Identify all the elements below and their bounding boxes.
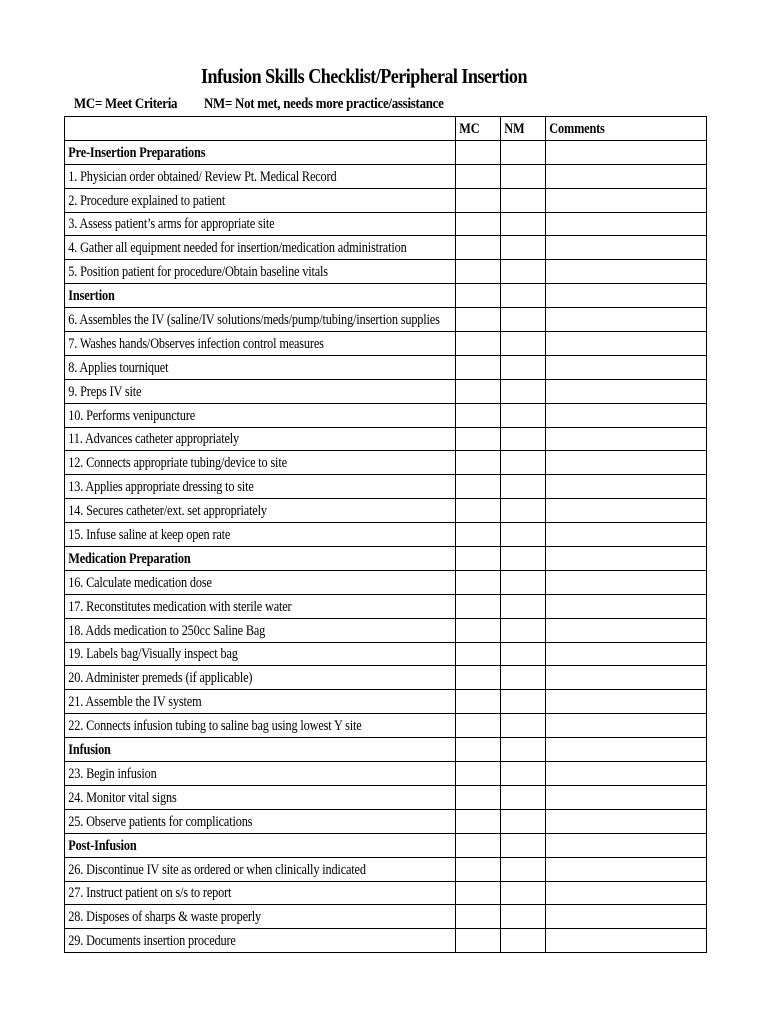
section-row [65,833,707,857]
checklist-row [65,403,707,427]
comments-cell[interactable] [546,284,707,308]
comments-cell[interactable] [546,809,707,833]
checklist-item-label: 17. Reconstitutes medication with sterile water [65,594,456,618]
mc-cell[interactable] [456,666,501,690]
checklist-row [65,523,707,547]
nm-cell[interactable] [501,379,546,403]
checklist-row [65,212,707,236]
checklist-item-label: 13. Applies appropriate dressing to site [65,475,456,499]
section-heading: Medication Preparation [65,547,456,571]
comments-cell[interactable] [546,785,707,809]
comments-cell[interactable] [546,642,707,666]
checklist-item-label: 11. Advances catheter appropriately [65,427,456,451]
comments-cell[interactable] [546,594,707,618]
comments-cell[interactable] [546,881,707,905]
nm-cell[interactable] [501,403,546,427]
comments-cell[interactable] [546,905,707,929]
checklist-item-label: 4. Gather all equipment needed for insertion/medication administration [65,236,456,260]
mc-cell[interactable] [456,738,501,762]
mc-cell[interactable] [456,284,501,308]
checklist-item-label: 28. Disposes of sharps & waste properly [65,905,456,929]
checklist-row [65,785,707,809]
mc-cell[interactable] [456,690,501,714]
nm-cell[interactable] [501,140,546,164]
nm-cell[interactable] [501,355,546,379]
mc-cell[interactable] [456,427,501,451]
comments-cell[interactable] [546,857,707,881]
mc-cell[interactable] [456,547,501,571]
checklist-row [65,188,707,212]
checklist-row [65,642,707,666]
header-row [65,117,707,141]
checklist-item-label: 8. Applies tourniquet [65,355,456,379]
checklist-row [65,857,707,881]
mc-cell[interactable] [456,308,501,332]
section-heading: Post-Infusion [65,833,456,857]
nm-cell[interactable] [501,881,546,905]
mc-cell[interactable] [456,570,501,594]
mc-cell[interactable] [456,140,501,164]
checklist-item-label: 9. Preps IV site [65,379,456,403]
mc-cell[interactable] [456,451,501,475]
nm-cell[interactable] [501,547,546,571]
nm-cell[interactable] [501,308,546,332]
checklist-item-label: 1. Physician order obtained/ Review Pt. Medical Record [65,164,456,188]
comments-cell[interactable] [546,523,707,547]
checklist-row [65,570,707,594]
mc-cell[interactable] [456,212,501,236]
checklist-item-label: 29. Documents insertion procedure [65,929,456,953]
checklist-item-label: 14. Secures catheter/ext. set appropriately [65,499,456,523]
checklist-row [65,379,707,403]
nm-cell[interactable] [501,642,546,666]
nm-cell[interactable] [501,164,546,188]
checklist-item-label: 6. Assembles the IV (saline/IV solutions/meds/pump/tubing/insertion supplies [65,308,456,332]
mc-cell[interactable] [456,499,501,523]
checklist-row [65,929,707,953]
mc-cell[interactable] [456,523,501,547]
mc-cell[interactable] [456,929,501,953]
checklist-row [65,451,707,475]
section-heading: Pre-Insertion Preparations [65,140,456,164]
nm-cell[interactable] [501,570,546,594]
nm-cell[interactable] [501,618,546,642]
nm-cell[interactable] [501,236,546,260]
mc-cell[interactable] [456,762,501,786]
mc-cell[interactable] [456,403,501,427]
header-item [65,117,456,141]
section-row [65,284,707,308]
checklist-item-label: 15. Infuse saline at keep open rate [65,523,456,547]
comments-cell[interactable] [546,164,707,188]
checklist-row [65,236,707,260]
checklist-item-label: 16. Calculate medication dose [65,570,456,594]
mc-cell[interactable] [456,379,501,403]
mc-cell[interactable] [456,642,501,666]
nm-cell[interactable] [501,594,546,618]
checklist-row [65,881,707,905]
comments-cell[interactable] [546,547,707,571]
mc-cell[interactable] [456,905,501,929]
nm-cell[interactable] [501,427,546,451]
checklist-item-label: 20. Administer premeds (if applicable) [65,666,456,690]
checklist-table [64,116,707,953]
mc-cell[interactable] [456,833,501,857]
comments-cell[interactable] [546,451,707,475]
mc-cell[interactable] [456,714,501,738]
nm-cell[interactable] [501,332,546,356]
comments-cell[interactable] [546,332,707,356]
checklist-row [65,666,707,690]
nm-cell[interactable] [501,666,546,690]
checklist-row [65,714,707,738]
comments-cell[interactable] [546,212,707,236]
checklist-item-label: 21. Assemble the IV system [65,690,456,714]
checklist-item-label: 7. Washes hands/Observes infection control measures [65,332,456,356]
checklist-item-label: 26. Discontinue IV site as ordered or when clinically indicated [65,857,456,881]
legend-meet-criteria: MC= Meet Criteria [74,96,178,112]
header-comments: Comments [546,117,707,141]
checklist-item-label: 25. Observe patients for complications [65,809,456,833]
comments-cell[interactable] [546,236,707,260]
nm-cell[interactable] [501,188,546,212]
comments-cell[interactable] [546,570,707,594]
checklist-item-label: 18. Adds medication to 250cc Saline Bag [65,618,456,642]
nm-cell[interactable] [501,833,546,857]
section-row [65,738,707,762]
nm-cell[interactable] [501,809,546,833]
header-mc: MC [456,117,501,141]
checklist-row [65,475,707,499]
section-row [65,140,707,164]
checklist-item-label: 10. Performs venipuncture [65,403,456,427]
comments-cell[interactable] [546,499,707,523]
checklist-item-label: 5. Position patient for procedure/Obtain baseline vitals [65,260,456,284]
section-heading: Infusion [65,738,456,762]
mc-cell[interactable] [456,594,501,618]
comments-cell[interactable] [546,690,707,714]
nm-cell[interactable] [501,714,546,738]
checklist-item-label: 19. Labels bag/Visually inspect bag [65,642,456,666]
nm-cell[interactable] [501,905,546,929]
comments-cell[interactable] [546,475,707,499]
checklist-row [65,905,707,929]
mc-cell[interactable] [456,618,501,642]
comments-cell[interactable] [546,260,707,284]
checklist-item-label: 12. Connects appropriate tubing/device to site [65,451,456,475]
comments-cell[interactable] [546,188,707,212]
nm-cell[interactable] [501,785,546,809]
comments-cell[interactable] [546,403,707,427]
checklist-row [65,594,707,618]
nm-cell[interactable] [501,451,546,475]
document-title: Infusion Skills Checklist/Peripheral Insertion [201,64,527,88]
mc-cell[interactable] [456,260,501,284]
comments-cell[interactable] [546,833,707,857]
comments-cell[interactable] [546,738,707,762]
nm-cell[interactable] [501,475,546,499]
nm-cell[interactable] [501,284,546,308]
checklist-row [65,260,707,284]
nm-cell[interactable] [501,260,546,284]
checklist-row [65,809,707,833]
mc-cell[interactable] [456,857,501,881]
checklist-row [65,690,707,714]
mc-cell[interactable] [456,164,501,188]
comments-cell[interactable] [546,714,707,738]
nm-cell[interactable] [501,929,546,953]
checklist-row [65,762,707,786]
checklist-row [65,355,707,379]
checklist-row [65,499,707,523]
header-nm: NM [501,117,546,141]
checklist-row [65,427,707,451]
checklist-row [65,618,707,642]
nm-cell[interactable] [501,499,546,523]
checklist-row [65,308,707,332]
comments-cell[interactable] [546,355,707,379]
comments-cell[interactable] [546,762,707,786]
checklist-item-label: 24. Monitor vital signs [65,785,456,809]
nm-cell[interactable] [501,212,546,236]
mc-cell[interactable] [456,355,501,379]
comments-cell[interactable] [546,427,707,451]
section-heading: Insertion [65,284,456,308]
comments-cell[interactable] [546,666,707,690]
checklist-item-label: 23. Begin infusion [65,762,456,786]
nm-cell[interactable] [501,738,546,762]
mc-cell[interactable] [456,785,501,809]
mc-cell[interactable] [456,332,501,356]
checklist-item-label: 27. Instruct patient on s/s to report [65,881,456,905]
checklist-row [65,332,707,356]
checklist-row [65,164,707,188]
comments-cell[interactable] [546,308,707,332]
nm-cell[interactable] [501,690,546,714]
comments-cell[interactable] [546,379,707,403]
nm-cell[interactable] [501,857,546,881]
legend-not-met: NM= Not met, needs more practice/assistance [204,96,444,112]
mc-cell[interactable] [456,188,501,212]
mc-cell[interactable] [456,809,501,833]
mc-cell[interactable] [456,236,501,260]
mc-cell[interactable] [456,475,501,499]
nm-cell[interactable] [501,523,546,547]
checklist-item-label: 2. Procedure explained to patient [65,188,456,212]
checklist-item-label: 22. Connects infusion tubing to saline bag using lowest Y site [65,714,456,738]
nm-cell[interactable] [501,762,546,786]
section-row [65,547,707,571]
comments-cell[interactable] [546,618,707,642]
comments-cell[interactable] [546,140,707,164]
comments-cell[interactable] [546,929,707,953]
mc-cell[interactable] [456,881,501,905]
checklist-item-label: 3. Assess patient’s arms for appropriate site [65,212,456,236]
